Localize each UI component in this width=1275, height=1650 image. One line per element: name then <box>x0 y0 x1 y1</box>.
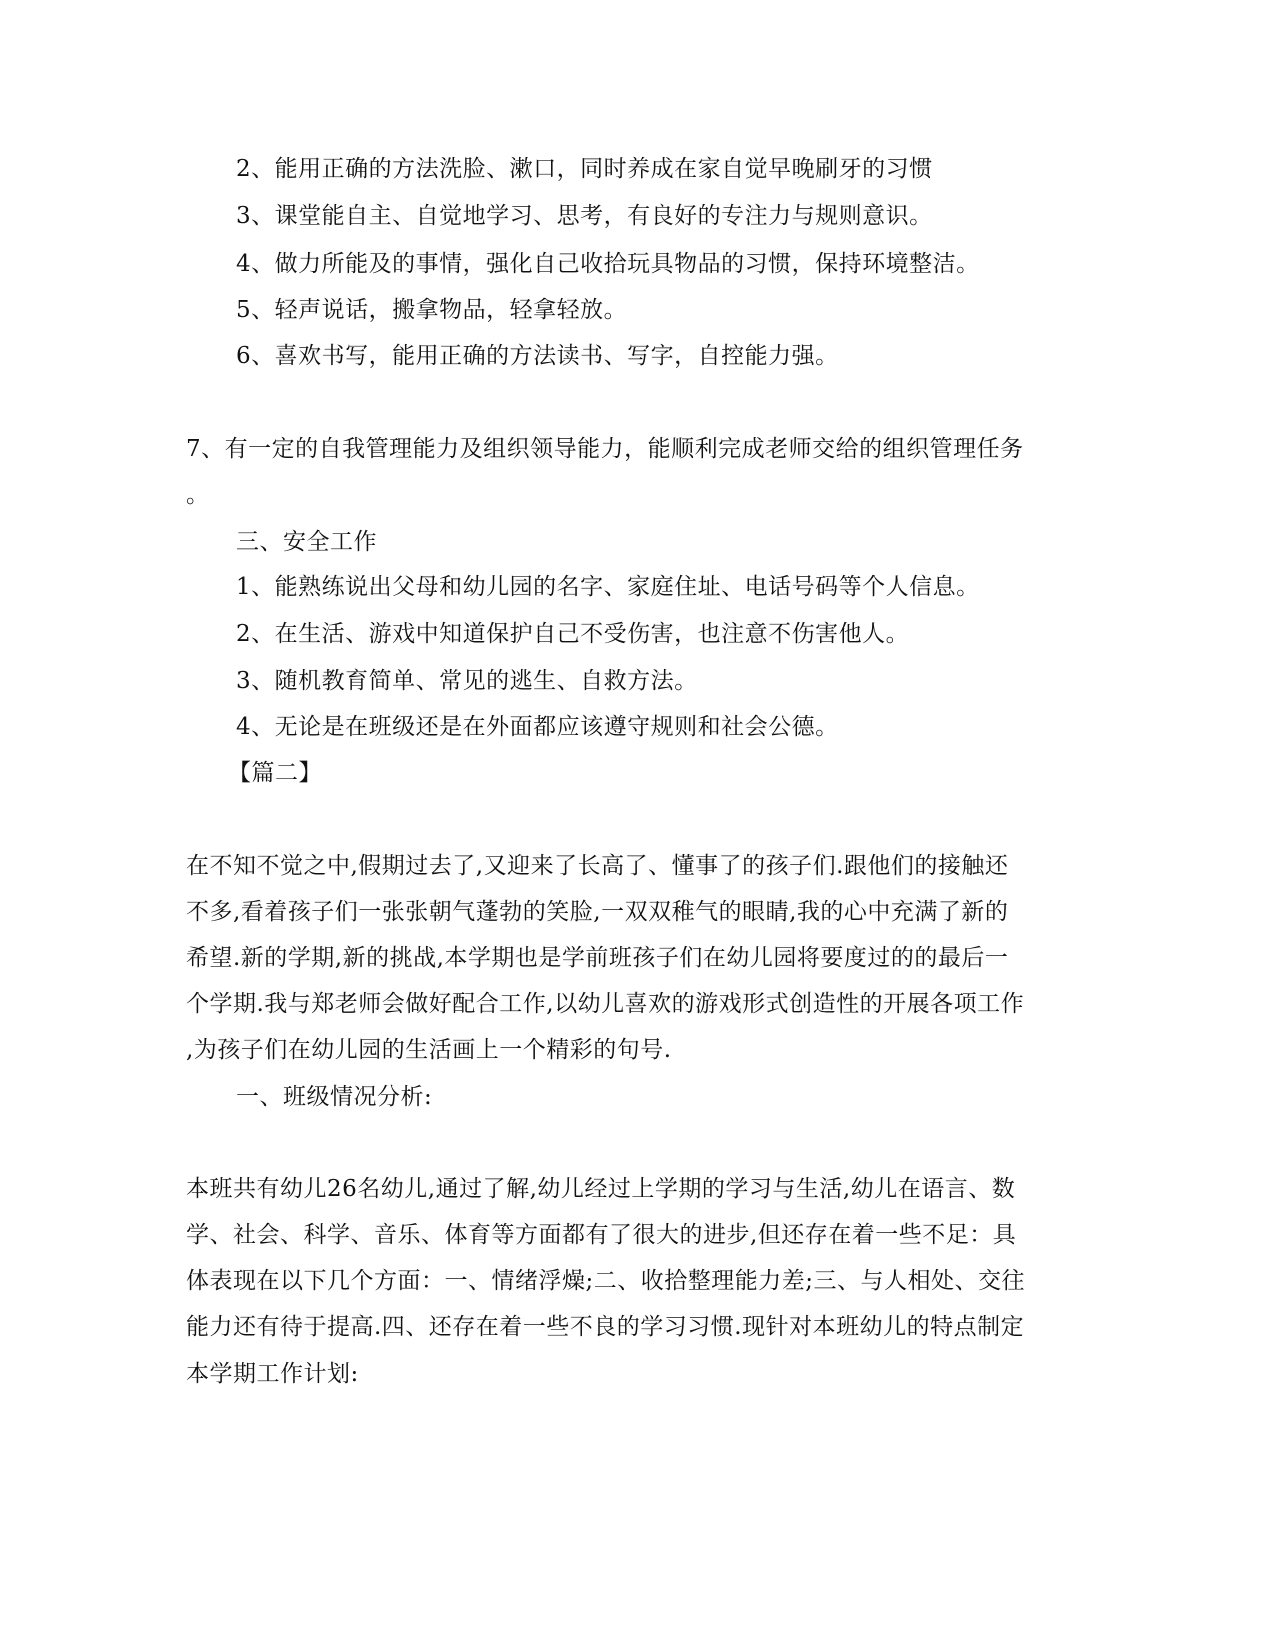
safety-item-3: 3、随机教育简单、常见的逃生、自救方法。 <box>236 668 698 694</box>
analysis-line-1: 本班共有幼儿26名幼儿,通过了解,幼儿经过上学期的学习与生活,幼儿在语言、数 <box>186 1176 1016 1202</box>
analysis-line-4: 能力还有待于提高.四、还存在着一些不良的学习习惯.现针对本班幼儿的特点制定 <box>186 1314 1025 1340</box>
safety-item-2: 2、在生活、游戏中知道保护自己不受伤害，也注意不伤害他人。 <box>236 621 910 647</box>
safety-item-4: 4、无论是在班级还是在外面都应该遵守规则和社会公德。 <box>236 714 839 740</box>
intro-line-1: 在不知不觉之中,假期过去了,又迎来了长高了、懂事了的孩子们.跟他们的接触还 <box>186 853 1009 879</box>
item-2-hygiene: 2、能用正确的方法洗脸、漱口，同时养成在家自觉早晚刷牙的习惯 <box>236 156 933 182</box>
intro-line-2: 不多,看着孩子们一张张朝气蓬勃的笑脸,一双双稚气的眼睛,我的心中充满了新的 <box>186 899 1009 925</box>
item-4-tidiness: 4、做力所能及的事情，强化自己收拾玩具物品的习惯，保持环境整洁。 <box>236 251 980 277</box>
item-3-learning: 3、课堂能自主、自觉地学习、思考，有良好的专注力与规则意识。 <box>236 203 933 229</box>
item-7-period: 。 <box>186 482 210 508</box>
item-6-writing: 6、喜欢书写，能用正确的方法读书、写字，自控能力强。 <box>236 343 839 369</box>
intro-line-4: 个学期.我与郑老师会做好配合工作,以幼儿喜欢的游戏形式创造性的开展各项工作 <box>186 991 1025 1017</box>
safety-heading: 三、安全工作 <box>236 529 377 555</box>
part-two-heading: 【篇二】 <box>228 760 322 786</box>
analysis-line-3: 体表现在以下几个方面：一、情绪浮燥;二、收拾整理能力差;三、与人相处、交往 <box>186 1268 1025 1294</box>
analysis-heading: 一、班级情况分析: <box>236 1084 433 1110</box>
analysis-line-2: 学、社会、科学、音乐、体育等方面都有了很大的进步,但还存在着一些不足：具 <box>186 1222 1017 1248</box>
item-7-management: 7、有一定的自我管理能力及组织领导能力，能顺利完成老师交给的组织管理任务 <box>186 436 1024 462</box>
intro-line-5: ,为孩子们在幼儿园的生活画上一个精彩的句号. <box>186 1037 672 1063</box>
item-5-quiet: 5、轻声说话，搬拿物品，轻拿轻放。 <box>236 297 628 323</box>
safety-item-1: 1、能熟练说出父母和幼儿园的名字、家庭住址、电话号码等个人信息。 <box>236 574 980 600</box>
intro-line-3: 希望.新的学期,新的挑战,本学期也是学前班孩子们在幼儿园将要度过的的最后一 <box>186 945 1009 971</box>
analysis-line-5: 本学期工作计划: <box>186 1361 359 1387</box>
